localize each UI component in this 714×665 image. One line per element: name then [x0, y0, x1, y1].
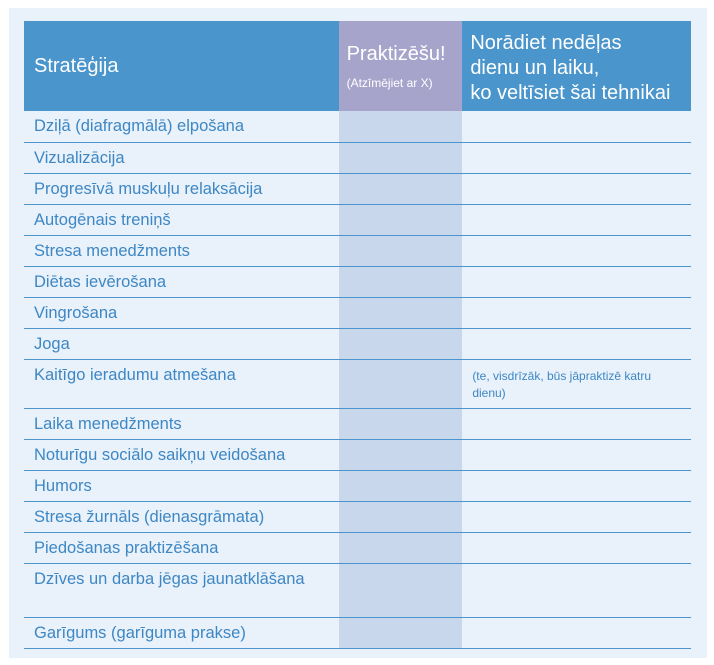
strategy-name: Noturīgu sociālo saikņu veidošana: [24, 439, 339, 470]
strategy-name: Stresa menedžments: [24, 235, 339, 266]
header-day-line-1: Norādiet nedēļas: [470, 32, 622, 54]
strategy-name: Kaitīgo ieradumu atmešana: [24, 359, 339, 408]
practice-checkbox-cell[interactable]: [339, 501, 463, 532]
practice-checkbox-cell[interactable]: [339, 563, 463, 617]
strategy-name: Piedošanas praktizēšana: [24, 532, 339, 563]
table-row: [24, 204, 691, 235]
table-row: [24, 173, 691, 204]
table-row: [24, 266, 691, 297]
day-time-cell[interactable]: [462, 439, 691, 470]
day-time-cell[interactable]: [462, 470, 691, 501]
practice-checkbox-cell[interactable]: [339, 470, 463, 501]
practice-checkbox-cell[interactable]: [339, 142, 463, 173]
strategy-name: Autogēnais treniņš: [24, 204, 339, 235]
day-time-cell[interactable]: [462, 111, 691, 142]
table-row: [24, 297, 691, 328]
day-time-cell[interactable]: [462, 173, 691, 204]
header-day-time: [462, 21, 691, 111]
day-time-cell[interactable]: [462, 297, 691, 328]
table-row: [24, 501, 691, 532]
strategy-name: Diētas ievērošana: [24, 266, 339, 297]
practice-checkbox-cell[interactable]: [339, 266, 463, 297]
header-row: [24, 21, 691, 111]
practice-checkbox-cell[interactable]: [339, 111, 463, 142]
strategy-name: Dziļā (diafragmālā) elpošana: [24, 111, 339, 142]
table-row: [24, 142, 691, 173]
practice-checkbox-cell[interactable]: [339, 297, 463, 328]
table-row: [24, 439, 691, 470]
table-row: [24, 359, 691, 408]
header-practice: [339, 21, 463, 111]
practice-checkbox-cell[interactable]: [339, 328, 463, 359]
table-row: [24, 328, 691, 359]
header-practice-note: (Atzīmējiet ar X): [346, 76, 433, 90]
header-strategy: Stratēģija: [24, 21, 339, 111]
day-time-cell[interactable]: [462, 501, 691, 532]
practice-checkbox-cell[interactable]: [339, 235, 463, 266]
table-row: [24, 470, 691, 501]
strategy-name: Vingrošana: [24, 297, 339, 328]
header-day-line-2: dienu un laiku,: [470, 57, 600, 79]
practice-checkbox-cell[interactable]: [339, 532, 463, 563]
day-time-cell[interactable]: [462, 266, 691, 297]
practice-checkbox-cell[interactable]: [339, 173, 463, 204]
practice-checkbox-cell[interactable]: [339, 359, 463, 408]
strategy-name: Joga: [24, 328, 339, 359]
strategy-name: Humors: [24, 470, 339, 501]
day-time-cell[interactable]: [462, 532, 691, 563]
strategy-table: [24, 21, 691, 649]
practice-checkbox-cell[interactable]: [339, 204, 463, 235]
practice-checkbox-cell[interactable]: [339, 617, 463, 648]
day-time-cell[interactable]: [462, 563, 691, 617]
header-practice-title: Praktizēšu!: [346, 43, 446, 65]
day-time-cell[interactable]: [462, 204, 691, 235]
strategy-name: Laika menedžments: [24, 408, 339, 439]
practice-checkbox-cell[interactable]: [339, 439, 463, 470]
strategy-name: Garīgums (garīguma prakse): [24, 617, 339, 648]
day-time-cell[interactable]: [462, 328, 691, 359]
strategy-name: Vizualizācija: [24, 142, 339, 173]
practice-checkbox-cell[interactable]: [339, 408, 463, 439]
table-body: [24, 111, 691, 648]
worksheet-frame: [9, 8, 707, 658]
day-time-cell[interactable]: (te, visdrīzāk, būs jāpraktizē katru dienu): [462, 359, 691, 408]
table-row: [24, 235, 691, 266]
day-time-cell[interactable]: [462, 617, 691, 648]
table-row: [24, 408, 691, 439]
table-row: [24, 617, 691, 648]
table-row: [24, 111, 691, 142]
strategy-name: Stresa žurnāls (dienasgrāmata): [24, 501, 339, 532]
day-time-cell[interactable]: [462, 142, 691, 173]
strategy-name: Progresīvā muskuļu relaksācija: [24, 173, 339, 204]
day-time-cell[interactable]: [462, 235, 691, 266]
day-time-cell[interactable]: [462, 408, 691, 439]
header-day-line-3: ko veltīsiet šai tehnikai: [470, 82, 671, 104]
strategy-name: Dzīves un darba jēgas jaunatklāšana: [24, 563, 339, 617]
table-row: [24, 563, 691, 617]
table-row: [24, 532, 691, 563]
